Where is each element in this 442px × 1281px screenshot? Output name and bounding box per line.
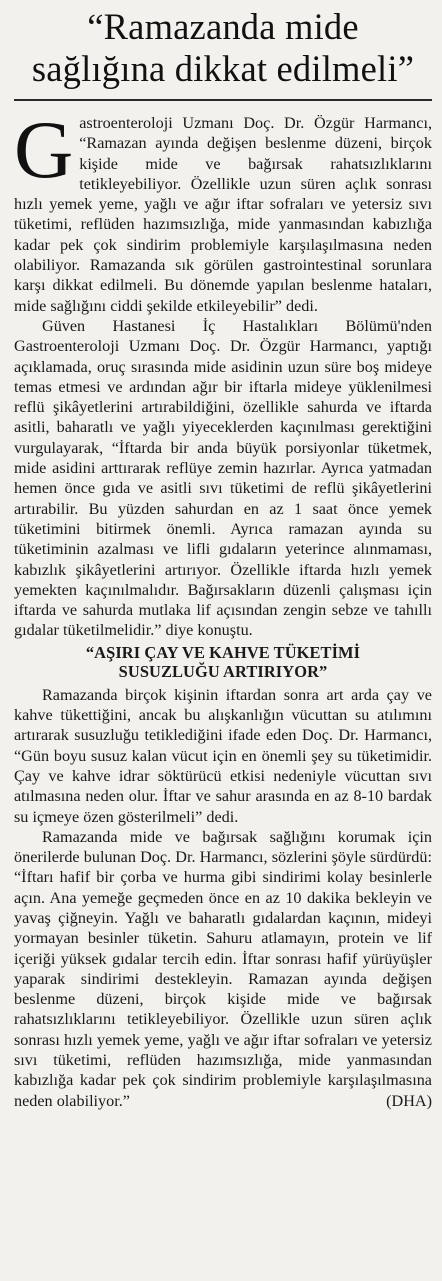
headline-rule bbox=[14, 99, 432, 101]
paragraph-1 bbox=[14, 104, 432, 316]
headline-line-1: “Ramazanda mide bbox=[87, 6, 359, 47]
drop-cap: G bbox=[14, 104, 74, 195]
paragraph-4 bbox=[14, 827, 432, 1111]
subheading bbox=[14, 643, 432, 681]
paragraph-1-text: astroenteroloji Uzmanı Doç. Dr. Özgür Harmancı, “Ramazan ayında değişen beslenme düzeni, birçok kişide mide ve bağırsak rahatsızlıklarını tetikleyebiliyor. Özellikle uzun süren açlık sonrası hızlı yemek yeme, yağlı ve ağır iftar sofraları ve yetersiz sıvı tüketimi, reflüden hazımsızlığa, mide yanmasından kabızlığa kadar pek çok sindirim problemiyle karşılaşılmasına neden olabiliyor. Ramazanda sık görülen gastrointestinal sorunlara karşı dikkat edilmeli. Bu dönemde yapılan beslenme hataları, mide sağlığını ciddi şekilde etkileyebilir” dedi. bbox=[14, 114, 432, 315]
paragraph-4-text: Ramazanda mide ve bağırsak sağlığını korumak için önerilerde bulunan Doç. Dr. Harmancı, sözlerini şöyle sürdürdü: “İftarı hafif bir çorba ve hurma gibi sindirimi kolay besinlerle açın. Ana yemeğe geçmeden önce en az 10 dakika bekleyin ve yavaş çiğneyin. Yağlı ve baharatlı gıdalardan kaçının, mideyi yormayan besinler tüketin. Sahuru atlamayın, protein ve lif içeriği yüksek gıdalar tercih edin. İftar sonrası hafif yürüyüşler yaparak sindirimi destekleyin. Ramazan ayında değişen beslenme düzeni, birçok kişide mide ve bağırsak rahatsızlıklarını tetikleyebiliyor. Özellikle uzun süren açlık sonrası hızlı yemek yeme, yağlı ve ağır iftar sofraları ve yetersiz sıvı tüketimi, reflüden hazımsızlığa, mide yanmasından kabızlığa kadar pek çok sindirim problemiyle karşılaşılmasına neden olabiliyor.” bbox=[14, 827, 432, 1110]
subheading-line-2: SUSUZLUĞU ARTIRIYOR” bbox=[118, 661, 328, 681]
paragraph-3: Ramazanda birçok kişinin iftardan sonra art arda çay ve kahve tükettiğini, ancak bu alışkanlığın vücuttan su atılımını artırarak susuzluğu tetiklediğini ifade eden Doç. Dr. Harmancı, “Gün boyu susuz kalan vücut için en önemli şey su tüketimidir. Çay ve kahve idrar söktürücü etkisi nedeniyle vücuttan sıvı atılmasına neden olur. İftar ve sahur arasında en az 8-10 bardak su içmeye özen gösterilmeli” dedi. bbox=[14, 685, 432, 826]
headline bbox=[14, 6, 432, 90]
paragraph-2: Güven Hastanesi İç Hastalıkları Bölümü'nden Gastroenteroloji Uzmanı Doç. Dr. Özgür Harmancı, yaptığı açıklamada, oruç sırasında mide asidinin uzun süre boş mideye temas etmesi ve ardından ağır bir iftarla mideye yüklenilmesi reflü şikâyetlerini artırabildiğini, özellikle sahurda ve iftarda asitli, baharatlı ve yağlı yiyeceklerden kaçınılması gerektiğini vurgulayarak, “İftarda bir anda büyük porsiyonlar tüketmek, mide asidini arttırarak reflüye zemin hazırlar. Ayrıca yatmadan hemen önce gıda ve asitli sıvı tüketimi de reflü şikâyetlerini artırabilir. Bu yüzden sahurdan en az 1 saat önce yemek tüketimini bitirmek önemli. Ayrıca ramazan ayında su tüketiminin azalması ve lifli gıdaların yeterince alınmaması, kabızlık şikâyetlerini artırıyor. Özellikle iftarda hızlı yemek yemekten kaçınılmalıdır. Bağırsakların düzenli çalışması için iftarda ve sahurda mutlaka lif açısından zengin sebze ve tahıllı gıdalar tüketilmelidir.” diye konuştu. bbox=[14, 316, 432, 640]
agency-credit: (DHA) bbox=[386, 1091, 432, 1110]
headline-line-2: sağlığına dikkat edilmeli” bbox=[31, 48, 415, 89]
subheading-line-1: “AŞIRI ÇAY VE KAHVE TÜKETİMİ bbox=[85, 642, 361, 662]
article-body bbox=[14, 104, 432, 1111]
